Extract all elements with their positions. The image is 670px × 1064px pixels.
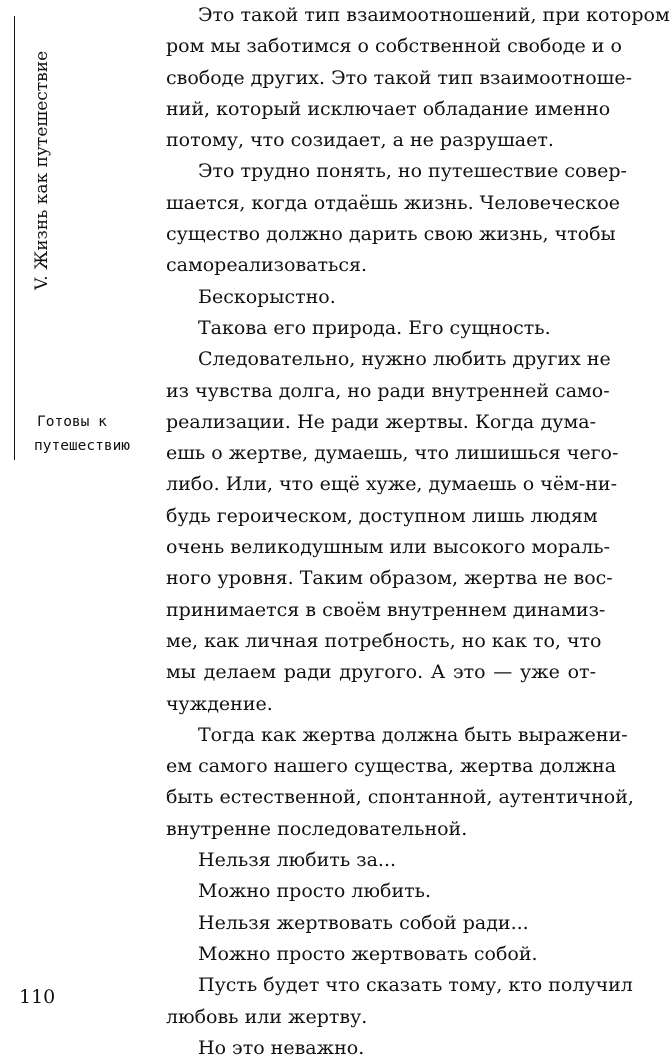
body-line: Такова его природа. Его сущность. xyxy=(198,316,551,339)
body-line: Это трудно понять, но путешествие совер- xyxy=(198,160,627,183)
body-line: существо должно дарить свою жизнь, чтобы xyxy=(166,223,616,246)
body-line: Можно просто жертвовать собой. xyxy=(198,942,538,965)
body-line: внутренне последовательной. xyxy=(166,817,468,840)
body-line: Тогда как жертва должна быть выражени- xyxy=(198,723,628,746)
margin-note xyxy=(34,410,130,458)
body-line: ного уровня. Таким образом, жертва не вос- xyxy=(166,567,613,590)
body-line: реализации. Не ради жертвы. Когда дума- xyxy=(166,410,596,433)
body-line: Можно просто любить. xyxy=(198,880,432,903)
body-line: любовь или жертву. xyxy=(166,1005,368,1028)
body-line: принимается в своём внутреннем динамиз- xyxy=(166,598,606,621)
body-line: ме, как личная потребность, но как то, что xyxy=(166,629,602,652)
body-line: ем самого нашего существа, жертва должна xyxy=(166,755,617,778)
body-line: Пусть будет что сказать тому, кто получил xyxy=(198,974,633,997)
body-line: ешь о жертве, думаешь, что лишишься чего- xyxy=(166,442,619,465)
body-line: мы делаем ради другого. А это — уже от- xyxy=(166,661,596,684)
page-number: 110 xyxy=(19,986,56,1008)
body-line: Бескорыстно. xyxy=(198,285,336,308)
body-line: самореализоваться. xyxy=(166,254,368,277)
body-line: свободе других. Это такой тип взаимоотноше- xyxy=(166,66,633,89)
running-header: V. Жизнь как путешествие xyxy=(32,50,52,290)
header-rule xyxy=(14,16,15,460)
body-line: Нельзя любить за... xyxy=(198,849,397,872)
margin-note-line: Готовы к xyxy=(37,414,107,430)
body-line: чуждение. xyxy=(166,692,273,715)
body-text xyxy=(166,0,670,1064)
body-line: быть естественной, спонтанной, аутентичной, xyxy=(166,786,634,809)
body-line: очень великодушным или высокого мораль- xyxy=(166,536,611,559)
body-line: потому, что созидает, а не разрушает. xyxy=(166,129,554,152)
body-line: Это такой тип взаимоотношений, при котором xyxy=(198,4,670,26)
body-line: из чувства долга, но ради внутренней само- xyxy=(166,379,610,402)
body-line: либо. Или, что ещё хуже, думаешь о чём-ни- xyxy=(166,473,618,496)
body-line: Нельзя жертвовать собой ради... xyxy=(198,911,529,934)
body-line: шается, когда отдаёшь жизнь. Человеческое xyxy=(166,191,621,214)
margin-note-line: путешествию xyxy=(34,438,131,454)
body-line: ром мы заботимся о собственной свободе и о xyxy=(166,35,622,58)
body-line: будь героическом, доступном лишь людям xyxy=(166,504,598,527)
body-line: Следовательно, нужно любить других не xyxy=(198,348,611,371)
body-line: ний, который исключает обладание именно xyxy=(166,97,611,120)
body-line: Но это неважно. xyxy=(198,1036,365,1059)
